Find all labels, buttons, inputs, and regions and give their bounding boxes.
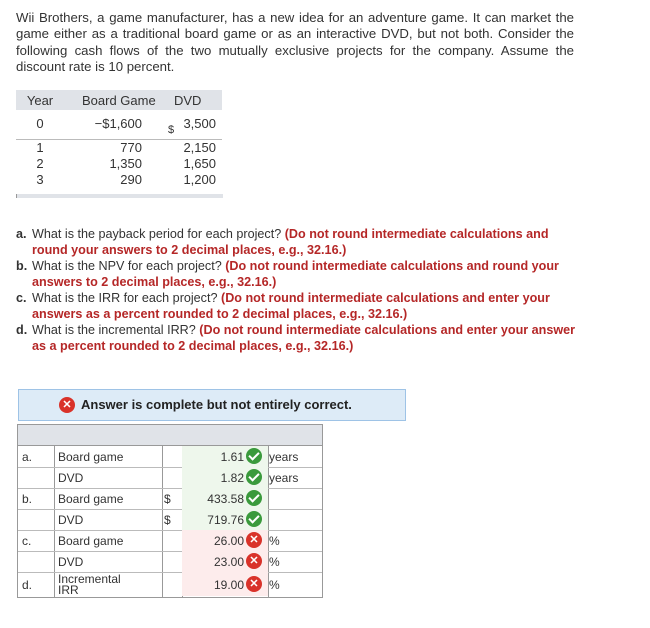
dollar-sign: $ [168,124,175,136]
question-b: b. What is the NPV for each project? (Do not round intermediate calculations and round your answers to 2 decimal places, e.g., 32.16.) [16,259,559,289]
answer-row: DVD 1.82 years [18,467,322,488]
checkmark-icon [246,511,262,527]
cashflow-row: 0 −$1,600 $ 3,500 [36,116,216,136]
cashflow-header [16,90,222,110]
answer-value[interactable]: 433.58 [207,492,244,506]
question-c: c. What is the IRR for each project? (Do not round intermediate calculations and enter your answers as a percent rounded to 2 decimal places, e.g., 32.16.) [16,291,550,321]
header-dvd: DVD [174,93,202,108]
cashflow-row: 3 290 1,200 [36,172,216,187]
answer-row: b. Board game $ 433.58 [18,488,322,509]
answer-value[interactable]: 23.00 [213,555,244,569]
answer-table [17,424,323,598]
answer-row: c. Board game 26.00 ✕ % [18,530,322,551]
cashflow-row: 2 1,350 1,650 [36,156,216,171]
answer-table-header [18,425,322,446]
questions [16,226,576,354]
checkmark-icon [246,469,262,485]
answer-value[interactable]: 1.82 [220,471,244,485]
checkmark-icon [246,448,262,464]
problem-intro: Wii Brothers, a game manufacturer, has a new idea for an adventure game. It can market the game either as a traditional board game or as an interactive DVD, but not both. Consider the following cash flows of the two mutually exclusive projects for the company. Assume the discount rate is 10 percent. [16,10,574,75]
answer-value[interactable]: 1.61 [220,450,244,464]
question-d: d. What is the incremental IRR? (Do not round intermediate calculations and enter your answer as a percent rounded to 2 decimal places, e.g., 32.16.) [16,323,576,353]
incorrect-icon: ✕ [246,576,262,592]
answer-value[interactable]: 719.76 [207,513,244,527]
table-footer-bar [16,194,223,198]
answer-value[interactable]: 26.00 [213,534,244,548]
incorrect-icon: ✕ [246,553,262,569]
header-year: Year [26,93,54,108]
error-icon: ✕ [59,397,75,413]
question-a: a. What is the payback period for each project? (Do not round intermediate calculations and round your answers to 2 decimal places, e.g., 32.16.) [16,227,549,257]
answer-row: DVD $ 719.76 [18,509,322,530]
answer-value[interactable]: 19.00 [213,578,244,592]
cashflow-row: 1 770 2,150 [36,140,216,155]
result-message: Answer is complete but not entirely correct. [81,397,352,412]
table-divider [16,139,222,140]
checkmark-icon [246,490,262,506]
answer-row: d. Incremental IRR 19.00 ✕ % [22,572,280,597]
answer-row: a. Board game 1.61 years [18,446,322,467]
header-board-game: Board Game [82,93,156,108]
answer-row: DVD 23.00 ✕ % [18,551,322,572]
result-banner [18,389,406,421]
incorrect-icon: ✕ [246,532,262,548]
